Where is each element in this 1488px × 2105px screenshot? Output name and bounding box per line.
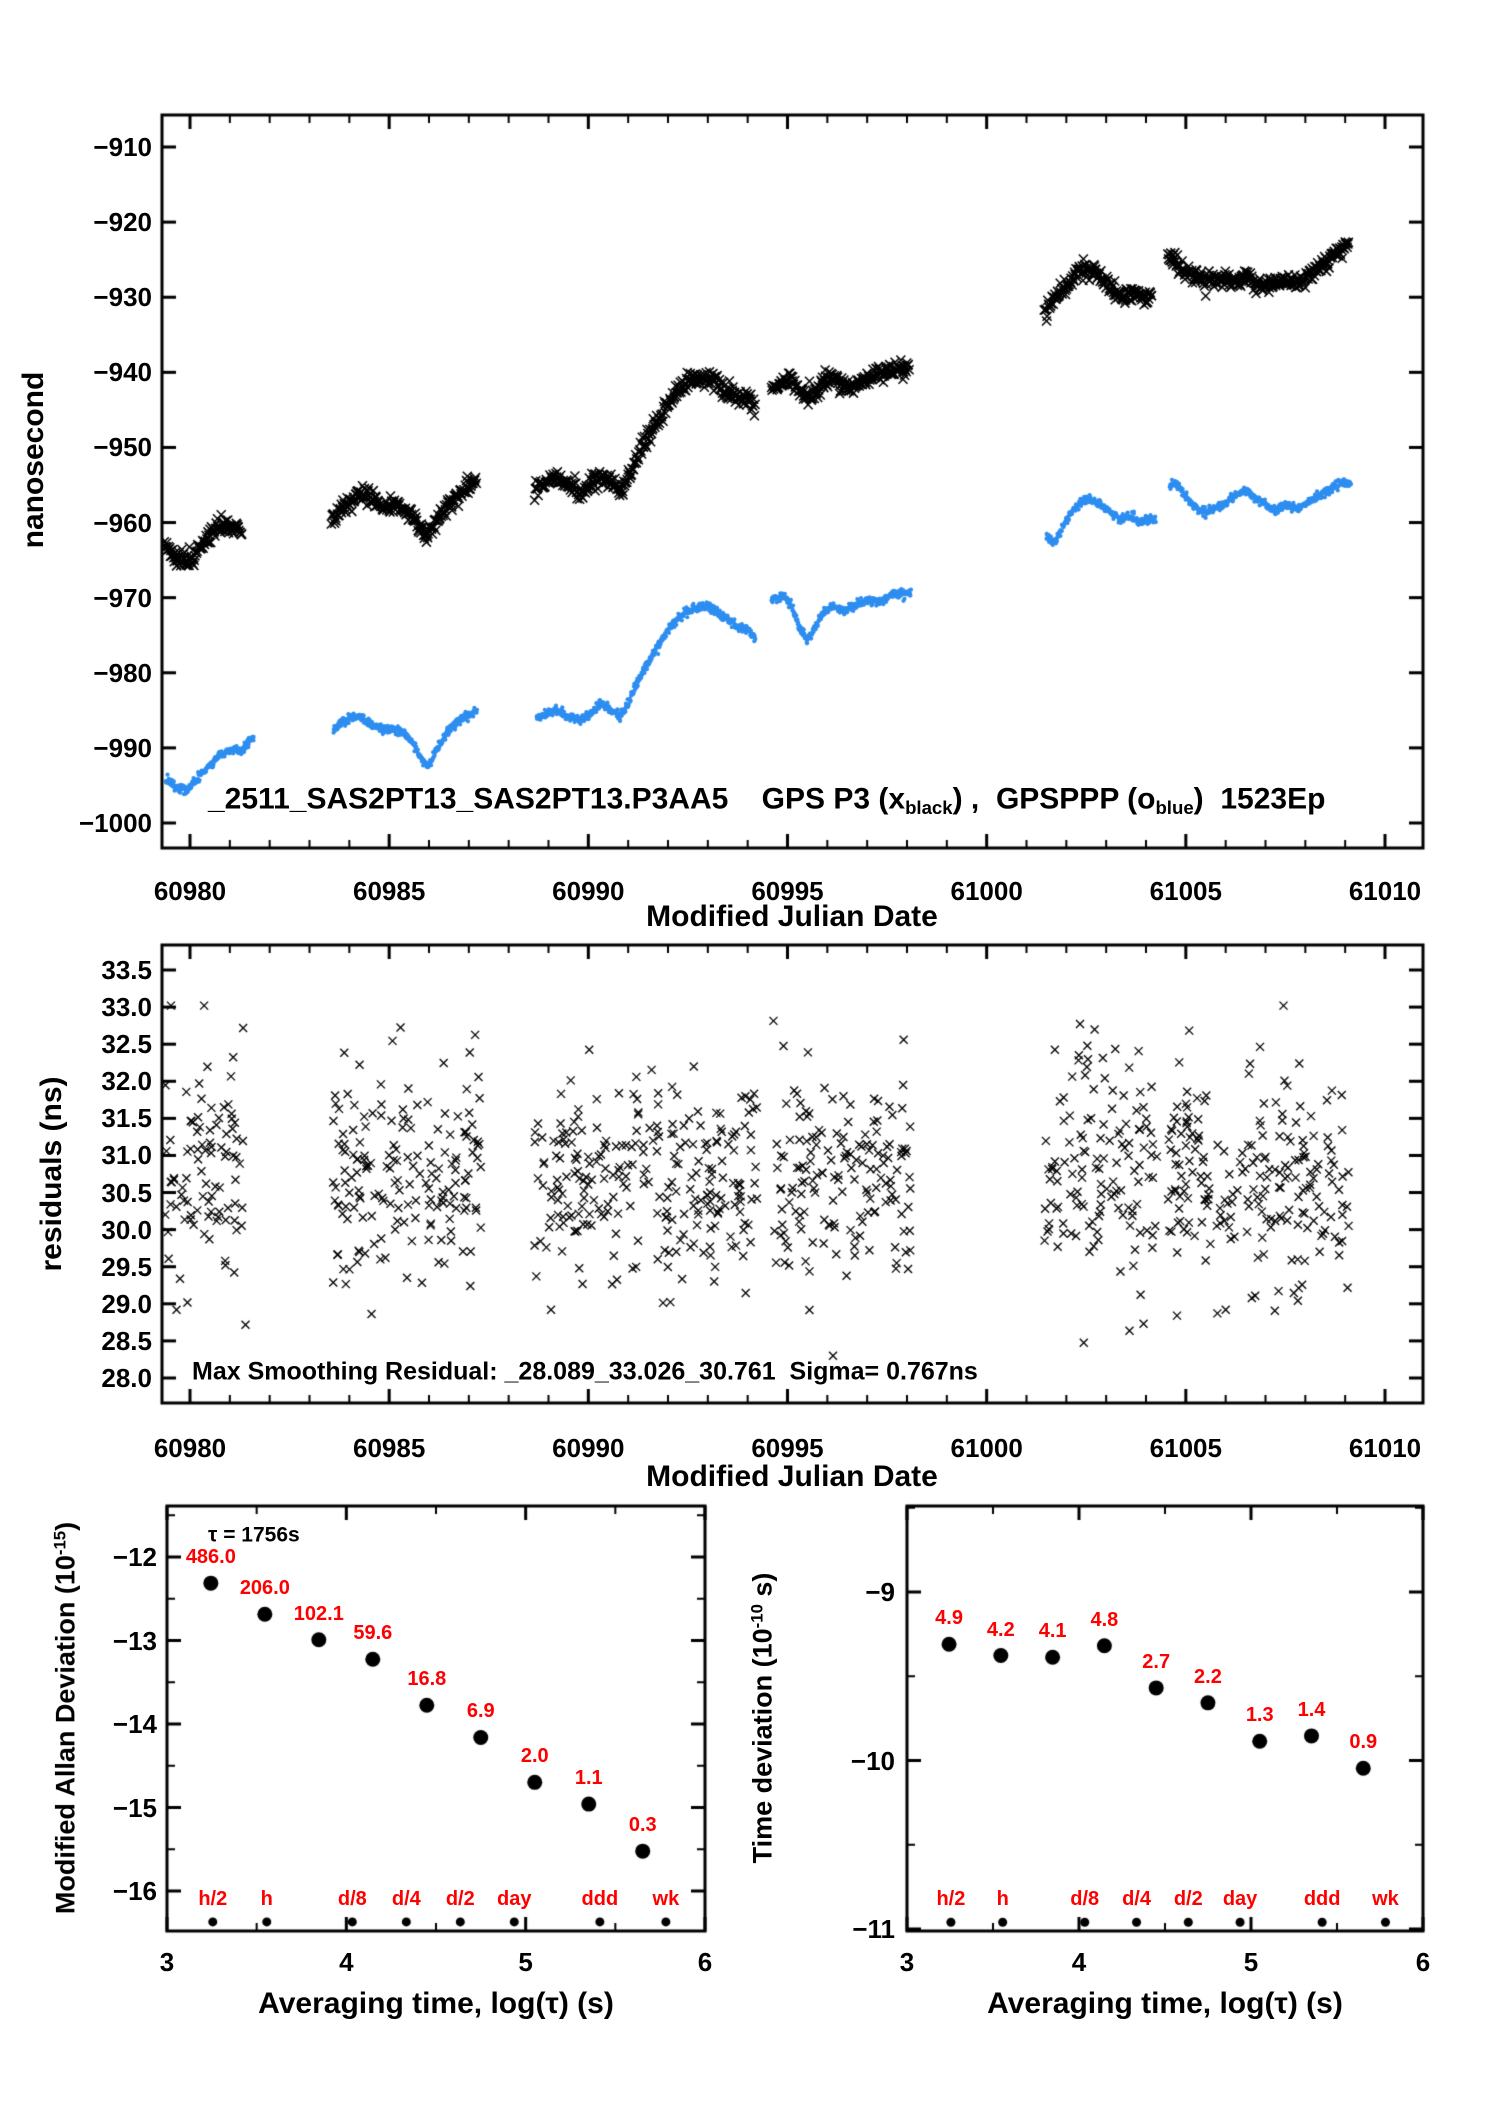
- averaging-interval-label: h/2: [936, 1888, 966, 1910]
- x-tick-label: 6: [697, 1947, 713, 1977]
- y-tick-label: −9: [865, 1577, 895, 1607]
- y-tick-label: −11: [852, 1914, 895, 1944]
- x-tick-label: 5: [518, 1947, 533, 1977]
- averaging-interval-label: wk: [1372, 1888, 1399, 1910]
- averaging-interval-label: h: [260, 1888, 273, 1910]
- y-tick-label: 32.5: [101, 1029, 152, 1060]
- y-tick-label: −15: [112, 1792, 157, 1823]
- x-tick-label: 6: [1415, 1947, 1431, 1977]
- deviation-value-label: 1.4: [1297, 1698, 1326, 1721]
- y-tick-label: 32.0: [101, 1066, 152, 1097]
- y-tick-label: 28.5: [101, 1325, 152, 1356]
- deviation-value-label: 16.8: [407, 1668, 447, 1691]
- deviation-value-label: 2.7: [1142, 1650, 1171, 1673]
- deviation-value-label: 4.8: [1090, 1608, 1119, 1631]
- y-tick-label: −950: [93, 432, 152, 463]
- averaging-interval-label: ddd: [1303, 1888, 1341, 1910]
- superscript-text: -15: [50, 1530, 70, 1556]
- deviation-value-label: 1.1: [574, 1767, 603, 1790]
- averaging-interval-label: d/8: [337, 1888, 367, 1910]
- deviation-value-label: 4.9: [935, 1607, 963, 1630]
- y-tick-label: 30.0: [101, 1214, 152, 1245]
- superscript-text: -10: [747, 1604, 767, 1629]
- averaging-interval-label: day: [497, 1888, 532, 1910]
- x-tick-label: 61005: [1149, 876, 1222, 906]
- x-tick-label: 4: [1071, 1947, 1087, 1977]
- y-tick-label: −990: [93, 732, 152, 763]
- y-tick-label: −960: [93, 507, 152, 538]
- y-tick-label: 31.5: [101, 1103, 152, 1134]
- x-tick-label: 60990: [552, 1433, 625, 1463]
- label-text: ) 1523Ep: [1193, 782, 1326, 816]
- x-tick-label: 3: [899, 1947, 915, 1977]
- x-tick-label: 61010: [1348, 1433, 1422, 1463]
- y-tick-label: 30.5: [101, 1177, 152, 1208]
- averaging-interval-label: h: [996, 1888, 1009, 1910]
- top-y-axis-label: nanosecond: [17, 371, 50, 549]
- y-tick-label: 29.5: [101, 1251, 152, 1282]
- y-tick-label: 29.0: [101, 1288, 152, 1319]
- tdev-y-axis-label: [749, 1573, 776, 1864]
- deviation-value-label: 59.6: [353, 1622, 393, 1645]
- deviation-value-label: 1.3: [1245, 1704, 1274, 1727]
- label-text: ) , GPSPPP (o: [952, 782, 1156, 816]
- deviation-value-label: 0.9: [1349, 1731, 1378, 1754]
- y-tick-label: 31.0: [101, 1140, 152, 1171]
- averaging-interval-label: d/2: [1173, 1888, 1203, 1910]
- x-tick-label: 5: [1243, 1947, 1259, 1977]
- y-tick-label: −910: [93, 132, 152, 162]
- label-text: ): [50, 1521, 81, 1531]
- deviation-value-label: 2.2: [1194, 1665, 1222, 1688]
- y-tick-label: −14: [112, 1709, 157, 1739]
- deviation-value-label: 6.9: [466, 1700, 495, 1723]
- y-tick-label: 33.0: [101, 992, 152, 1023]
- averaging-interval-label: ddd: [581, 1888, 619, 1910]
- averaging-interval-label: d/8: [1070, 1888, 1100, 1910]
- averaging-interval-label: d/4: [1122, 1888, 1151, 1910]
- averaging-interval-label: wk: [652, 1888, 680, 1910]
- y-tick-label: 33.5: [101, 955, 152, 985]
- x-tick-label: 60995: [751, 1433, 824, 1463]
- mdev-y-axis-label: [52, 1522, 79, 1914]
- x-tick-label: 61010: [1348, 876, 1422, 906]
- subscript-text: black: [905, 796, 953, 818]
- x-tick-label: 61000: [950, 876, 1023, 906]
- averaging-interval-label: day: [1222, 1888, 1258, 1910]
- top-panel-title: [208, 782, 1326, 818]
- subscript-text: blue: [1155, 796, 1194, 818]
- x-tick-label: 61005: [1149, 1433, 1222, 1463]
- x-tick-label: 60985: [353, 876, 426, 906]
- deviation-value-label: 206.0: [239, 1577, 290, 1600]
- y-tick-label: −970: [93, 582, 152, 613]
- x-tick-label: 60995: [751, 876, 824, 906]
- y-tick-label: −920: [93, 207, 152, 238]
- max-smoothing-annotation: Max Smoothing Residual: _28.089_33.026_30.761 Sigma= 0.767ns: [192, 1357, 978, 1386]
- y-tick-label: 28.0: [101, 1363, 152, 1393]
- top-x-axis-label: Modified Julian Date: [646, 900, 938, 933]
- deviation-value-label: 2.0: [520, 1745, 549, 1768]
- x-tick-label: 60980: [153, 876, 227, 906]
- x-tick-label: 4: [339, 1947, 354, 1977]
- y-tick-label: −12: [112, 1542, 157, 1572]
- averaging-interval-label: d/2: [445, 1888, 475, 1910]
- label-text: Time deviation (10: [747, 1628, 778, 1864]
- x-tick-label: 61000: [950, 1433, 1023, 1463]
- deviation-value-label: 0.3: [628, 1814, 657, 1837]
- deviation-value-label: 486.0: [185, 1546, 236, 1569]
- x-tick-label: 3: [159, 1947, 175, 1977]
- y-tick-label: −13: [112, 1625, 157, 1656]
- deviation-value-label: 102.1: [293, 1602, 344, 1625]
- tau-annotation: τ = 1756s: [208, 1523, 300, 1547]
- middle-x-axis-label: Modified Julian Date: [646, 1460, 938, 1493]
- x-tick-label: 60990: [552, 876, 625, 906]
- averaging-interval-label: h/2: [198, 1888, 228, 1910]
- y-tick-label: −10: [850, 1745, 895, 1776]
- label-text: _2511_SAS2PT13_SAS2PT13.P3AA5 GPS P3 (x: [208, 782, 906, 816]
- averaging-interval-label: d/4: [391, 1888, 421, 1910]
- tdev-x-axis-label: Averaging time, log(τ) (s): [987, 1987, 1343, 2020]
- y-tick-label: −16: [112, 1876, 157, 1906]
- y-tick-label: −980: [93, 657, 152, 688]
- y-tick-label: −1000: [78, 808, 152, 838]
- deviation-value-label: 4.1: [1038, 1620, 1067, 1643]
- label-text: s): [747, 1572, 778, 1605]
- mdev-x-axis-label: Averaging time, log(τ) (s): [258, 1987, 614, 2020]
- label-text: Modified Allan Deviation (10: [50, 1555, 81, 1915]
- deviation-value-label: 4.2: [986, 1618, 1015, 1641]
- middle-y-axis-label: residuals (ns): [35, 1076, 68, 1272]
- x-tick-label: 60980: [153, 1433, 227, 1463]
- y-tick-label: −930: [93, 282, 152, 313]
- x-tick-label: 60985: [353, 1433, 426, 1463]
- y-tick-label: −940: [93, 357, 152, 388]
